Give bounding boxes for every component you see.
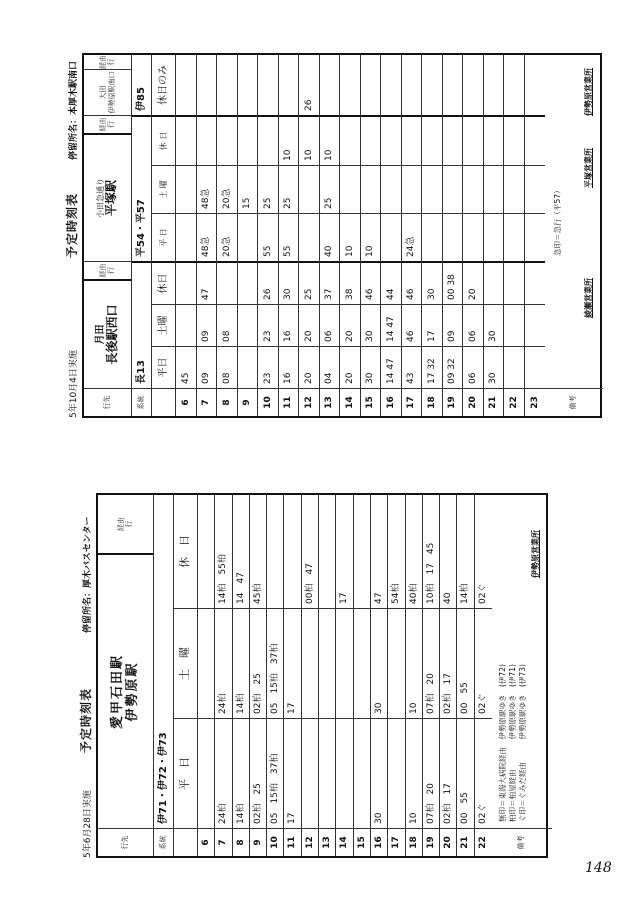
right-time-cell: 20: [340, 304, 360, 346]
right-time-cell: [525, 346, 546, 388]
right-hour-row: [217, 55, 238, 416]
right-time-cell: [402, 115, 422, 165]
right-time-cell: 25: [299, 261, 319, 304]
right-time-cell: 23: [258, 304, 278, 346]
left-hour-row: [302, 495, 319, 856]
right-day-g2-holiday: 休 日: [152, 115, 175, 165]
right-hour-row: [320, 55, 341, 416]
right-time-cell: [484, 213, 504, 261]
left-saturday-times: 02ぐ: [475, 608, 492, 718]
left-hour-row: [388, 495, 405, 856]
right-time-cell: [525, 304, 546, 346]
right-time-cell: [525, 55, 546, 115]
right-time-cell: 25: [320, 165, 340, 213]
right-time-cell: [238, 261, 258, 304]
left-weekday-times: [354, 718, 370, 828]
right-time-cell: 10: [299, 115, 319, 165]
left-hour-cell: 14: [336, 828, 352, 856]
left-grid: [96, 493, 548, 858]
right-time-cell: 08: [217, 346, 237, 388]
right-time-cell: 06: [463, 304, 483, 346]
left-holiday-times: [319, 495, 335, 608]
right-time-cell: [504, 261, 524, 304]
left-weekday-times: 05 15柏 37柏: [267, 718, 283, 828]
left-hour-row: [198, 495, 215, 856]
left-hour-cell: 16: [371, 828, 387, 856]
right-day-g1-holiday: 休日: [152, 261, 175, 304]
right-time-cell: [525, 261, 546, 304]
right-hour-cell: 10: [258, 388, 278, 416]
right-time-cell: [504, 304, 524, 346]
left-via: 経由 行: [116, 517, 133, 531]
right-hour-cell: 22: [504, 388, 524, 416]
left-hour-row: [406, 495, 423, 856]
right-time-cell: [340, 115, 360, 165]
right-hour-cell: 19: [443, 388, 463, 416]
right-time-cell: [402, 55, 422, 115]
right-time-cell: 20急: [217, 165, 237, 213]
left-office: 伊勢原営業所: [531, 530, 541, 578]
left-route: 伊71・伊72・伊73: [157, 732, 169, 824]
right-time-cell: [217, 115, 237, 165]
left-saturday-times: 05 15柏 37柏: [267, 608, 283, 718]
right-hour-cell: 14: [340, 388, 360, 416]
right-notes-label: 備考: [545, 388, 603, 416]
left-day-saturday: 土 曜: [174, 608, 197, 718]
right-time-cell: [299, 165, 319, 213]
right-hour-row: [258, 55, 279, 416]
right-time-cell: 10: [279, 115, 299, 165]
right-time-cell: [422, 115, 442, 165]
left-holiday-times: [267, 495, 283, 608]
right-time-cell: [361, 55, 381, 115]
left-hour-rows: [198, 495, 492, 856]
left-hour-row: [233, 495, 250, 856]
right-time-cell: [402, 165, 422, 213]
left-hour-row: [457, 495, 474, 856]
right-hour-cell: 8: [217, 388, 237, 416]
right-hour-row: [443, 55, 464, 416]
right-time-cell: [361, 165, 381, 213]
right-time-cell: [463, 213, 483, 261]
right-time-cell: 08: [217, 304, 237, 346]
left-saturday-times: 24柏: [215, 608, 231, 718]
left-holiday-times: 47: [373, 592, 384, 604]
right-time-cell: [217, 55, 237, 115]
right-time-cell: 17: [422, 304, 442, 346]
left-holiday-times: 54柏: [391, 583, 402, 604]
left-hour-cell: 22: [475, 828, 492, 856]
left-weekday-times: 02柏 17: [440, 718, 456, 828]
right-time-cell: [422, 165, 442, 213]
right-time-cell: 00 38: [443, 261, 463, 304]
right-hour-row: [504, 55, 525, 416]
right-time-cell: 30: [422, 261, 442, 304]
right-route-3: 伊85: [135, 87, 147, 111]
right-impl-date: 5年10月4日実施: [69, 350, 79, 418]
right-hour-row: [361, 55, 382, 416]
right-time-cell: 26: [258, 261, 278, 304]
right-time-cell: [340, 55, 360, 115]
left-hour-cell: 10: [267, 828, 283, 856]
left-hour-row: [354, 495, 371, 856]
right-hour-row: [238, 55, 259, 416]
right-time-cell: [381, 213, 401, 261]
right-hour-cell: 6: [176, 388, 196, 416]
right-time-cell: [197, 115, 217, 165]
right-time-cell: [525, 213, 546, 261]
right-time-cell: [422, 55, 442, 115]
right-time-cell: 06: [463, 346, 483, 388]
left-weekday-times: 07柏 20: [423, 718, 439, 828]
left-weekday-times: [319, 718, 335, 828]
right-time-cell: [238, 213, 258, 261]
right-note-express: 急印＝急行（平57）: [553, 186, 562, 256]
left-destination: [98, 553, 153, 828]
left-impl-date: 5年6月28日実施: [83, 790, 93, 858]
right-time-cell: 40: [320, 213, 340, 261]
right-time-cell: [299, 213, 319, 261]
right-time-cell: 16: [279, 346, 299, 388]
left-holiday-times: 00柏 47: [304, 563, 315, 604]
right-hour-cell: 23: [525, 388, 546, 416]
left-hour-cell: 12: [302, 828, 318, 856]
left-holiday-times: [354, 495, 370, 608]
left-hour-row: [371, 495, 388, 856]
right-time-cell: 23: [258, 346, 278, 388]
right-time-cell: 25: [258, 165, 278, 213]
left-hour-cell: 20: [440, 828, 456, 856]
right-time-cell: 20: [299, 346, 319, 388]
right-time-cell: [238, 115, 258, 165]
right-day-g1-weekday: 平日: [152, 346, 175, 388]
right-time-cell: 20: [463, 261, 483, 304]
left-saturday-times: 10: [406, 608, 422, 718]
left-saturday-times: [354, 608, 370, 718]
right-hour-row: [402, 55, 423, 416]
right-time-cell: [484, 115, 504, 165]
right-time-cell: [484, 165, 504, 213]
right-hour-cell: 11: [279, 388, 299, 416]
right-hour-cell: 17: [402, 388, 422, 416]
right-time-cell: [320, 55, 340, 115]
left-hour-cell: 9: [250, 828, 266, 856]
right-time-cell: [238, 304, 258, 346]
right-dest-group-3: 大田 伊勢原駅南口: [84, 69, 131, 115]
left-hour-cell: 19: [423, 828, 439, 856]
right-time-cell: 17 32: [422, 346, 442, 388]
right-time-cell: [176, 304, 196, 346]
left-hour-cell: 18: [406, 828, 422, 856]
left-weekday-times: 17: [284, 718, 300, 828]
left-hour-row: [284, 495, 301, 856]
left-weekday-times: 24柏: [215, 718, 231, 828]
right-time-cell: 20: [340, 346, 360, 388]
right-time-cell: 06: [320, 304, 340, 346]
right-hour-row: [381, 55, 402, 416]
right-time-cell: 30: [279, 261, 299, 304]
left-holiday-times: 17: [339, 592, 350, 604]
right-time-cell: [238, 346, 258, 388]
right-time-cell: [176, 165, 196, 213]
right-time-cell: 38: [340, 261, 360, 304]
right-time-cell: 30: [361, 346, 381, 388]
right-time-cell: 30: [484, 304, 504, 346]
right-time-cell: [176, 213, 196, 261]
right-time-cell: [443, 165, 463, 213]
left-holiday-times: 10柏 17 45: [425, 542, 436, 604]
right-hour-rows: [176, 55, 545, 416]
left-timetable: [78, 493, 541, 858]
left-hour-cell: 7: [215, 828, 231, 856]
left-holiday-times: 02ぐ: [478, 583, 489, 604]
right-hour-row: [197, 55, 218, 416]
right-time-cell: [504, 115, 524, 165]
left-holiday-times: [284, 495, 300, 608]
right-time-cell: [443, 213, 463, 261]
right-office-2: 平塚営業所: [584, 148, 593, 188]
right-hour-cell: 21: [484, 388, 504, 416]
left-saturday-times: 17: [284, 608, 300, 718]
right-time-cell: 37: [320, 261, 340, 304]
right-time-cell: 20急: [217, 213, 237, 261]
right-time-cell: 10: [340, 213, 360, 261]
right-time-cell: [525, 115, 546, 165]
right-hour-row: [176, 55, 197, 416]
left-weekday-times: [198, 718, 214, 828]
left-saturday-times: 07柏 20: [423, 608, 439, 718]
left-saturday-times: [198, 608, 214, 718]
right-time-cell: 44: [381, 261, 401, 304]
right-time-cell: [258, 55, 278, 115]
left-destination-top: 愛甲石田駅: [109, 654, 125, 730]
left-holiday-times: 40柏: [408, 583, 419, 604]
right-time-cell: 04: [320, 346, 340, 388]
left-hour-cell: 17: [388, 828, 404, 856]
left-weekday-times: 14柏: [233, 718, 249, 828]
right-time-cell: [463, 55, 483, 115]
page-number: 148: [585, 860, 612, 876]
right-time-cell: [197, 55, 217, 115]
left-hour-cell: 21: [457, 828, 473, 856]
right-day-g3-holiday-only: 休日のみ: [157, 65, 169, 105]
left-stop-name: 停留所名：厚木バスセンター: [83, 516, 93, 633]
right-time-cell: [504, 165, 524, 213]
right-time-cell: 46: [361, 261, 381, 304]
right-time-cell: 16: [279, 304, 299, 346]
right-time-cell: 43: [402, 346, 422, 388]
left-saturday-times: 00 55: [457, 608, 473, 718]
left-saturday-times: 02柏 25: [250, 608, 266, 718]
left-weekday-times: 02ぐ: [475, 718, 492, 828]
right-day-g2-saturday: 土 曜: [152, 165, 175, 213]
right-time-cell: [176, 115, 196, 165]
right-label-route: 系統: [132, 388, 151, 416]
left-hour-row: [440, 495, 457, 856]
right-time-cell: [279, 55, 299, 115]
right-dest-group-1: 月田 長後駅西口: [84, 279, 131, 388]
right-time-cell: 09: [197, 346, 217, 388]
left-weekday-times: [302, 718, 318, 828]
left-note-2: 柏印＝柏屋経由 伊勢原駅ゆき (伊71): [508, 664, 518, 822]
right-day-g2-weekday: 平 日: [152, 213, 175, 261]
left-saturday-times: 30: [371, 608, 387, 718]
left-hour-cell: 11: [284, 828, 300, 856]
right-time-cell: 10: [361, 213, 381, 261]
left-hour-row: [475, 495, 492, 856]
right-hour-cell: 13: [320, 388, 340, 416]
right-time-cell: [443, 55, 463, 115]
left-destination-bottom: 伊勢原駅: [124, 661, 140, 722]
right-time-cell: [463, 165, 483, 213]
right-hour-cell: 15: [361, 388, 381, 416]
right-time-cell: [361, 115, 381, 165]
left-weekday-times: [388, 718, 404, 828]
left-hour-row: [336, 495, 353, 856]
right-time-cell: [422, 213, 442, 261]
left-saturday-times: [336, 608, 352, 718]
left-holiday-times: 14 47: [235, 572, 246, 604]
right-label-destination: 行先: [84, 388, 131, 416]
right-time-cell: 45: [176, 346, 196, 388]
right-time-cell: 46: [402, 304, 422, 346]
right-time-cell: [484, 55, 504, 115]
left-day-weekday: 平 日: [174, 718, 197, 828]
right-time-cell: [238, 55, 258, 115]
left-hour-cell: 15: [354, 828, 370, 856]
left-saturday-times: [319, 608, 335, 718]
right-time-cell: 09: [443, 304, 463, 346]
right-time-cell: 24急: [402, 213, 422, 261]
right-time-cell: [525, 165, 546, 213]
right-hour-cell: 20: [463, 388, 483, 416]
right-hour-row: [525, 55, 546, 416]
right-time-cell: 47: [197, 261, 217, 304]
right-title: 予定時刻表: [65, 192, 79, 258]
right-time-cell: [176, 55, 196, 115]
right-time-cell: [504, 346, 524, 388]
right-time-cell: 14 47: [381, 304, 401, 346]
right-hour-row: [279, 55, 300, 416]
right-time-cell: 48急: [197, 213, 217, 261]
left-hour-row: [250, 495, 267, 856]
right-time-cell: [381, 165, 401, 213]
left-hour-row: [423, 495, 440, 856]
right-time-cell: [381, 115, 401, 165]
right-time-cell: 55: [279, 213, 299, 261]
right-time-cell: 25: [279, 165, 299, 213]
right-time-cell: 26: [303, 99, 314, 111]
left-saturday-times: 14柏: [233, 608, 249, 718]
left-hour-cell: 6: [198, 828, 214, 856]
right-route-2: 平54・平57: [132, 115, 151, 261]
right-hour-cell: 16: [381, 388, 401, 416]
left-title: 予定時刻表: [79, 687, 93, 753]
right-time-cell: 09: [197, 304, 217, 346]
right-timetable: [64, 53, 604, 418]
left-hour-row: [215, 495, 232, 856]
right-hour-cell: 18: [422, 388, 442, 416]
right-time-cell: [381, 55, 401, 115]
right-stop-name: 停留所名：本厚木駅南口: [69, 60, 79, 160]
right-time-cell: [217, 261, 237, 304]
left-weekday-times: 00 55: [457, 718, 473, 828]
left-label-route: 系統: [154, 828, 173, 856]
left-holiday-times: 45柏: [252, 583, 263, 604]
right-route-1: 長13: [132, 261, 151, 388]
right-office-1: 綾瀬営業所: [584, 278, 593, 318]
left-weekday-times: 02柏 25: [250, 718, 266, 828]
left-saturday-times: 02柏 17: [440, 608, 456, 718]
right-hour-row: [422, 55, 443, 416]
right-time-cell: [504, 213, 524, 261]
left-hour-row: [267, 495, 284, 856]
right-time-cell: 48急: [197, 165, 217, 213]
right-time-cell: [258, 115, 278, 165]
left-holiday-times: 14柏 55柏: [218, 554, 229, 604]
left-hour-row: [319, 495, 336, 856]
right-hour-row: [484, 55, 505, 416]
left-holiday-times: 40: [443, 592, 454, 604]
left-weekday-times: 10: [406, 718, 422, 828]
right-time-cell: 20: [299, 304, 319, 346]
right-time-cell: [443, 115, 463, 165]
left-notes-label: 備考: [492, 828, 552, 856]
left-note-3: ぐ印＝ぐみだ経由 伊勢原駅ゆき (伊73): [518, 664, 528, 822]
left-holiday-times: 14柏: [460, 583, 471, 604]
right-time-cell: [504, 55, 524, 115]
left-label-destination: 行先: [98, 828, 153, 856]
right-hour-cell: 7: [197, 388, 217, 416]
left-hour-cell: 13: [319, 828, 335, 856]
right-time-cell: 30: [484, 346, 504, 388]
right-time-cell: 14 47: [381, 346, 401, 388]
right-time-cell: 10: [320, 115, 340, 165]
right-time-cell: [463, 115, 483, 165]
right-time-cell: [340, 165, 360, 213]
left-weekday-times: [336, 718, 352, 828]
right-hour-row: [340, 55, 361, 416]
left-holiday-times: [198, 495, 214, 608]
right-time-cell: [176, 261, 196, 304]
right-grid: 行先 月田 長後駅西口 経由 行 小田急通り 平塚駅 経由 行 大田 伊勢原駅南口 経由 行 系統 長13 平54・平57 伊85 平日 土曜 休日 平 日 土 曜 休 日 休日のみ 6 45 7 09 09 47 48急 48急 8 08 08 20急 20急 9 15 10 23 23 26 55 25 11 16 16 30 55 25 10 12 20 20 25 10 26 13 04 06 37 40 25 10 14 20 20 38 10 15 30 30 46 10 16 14 47 14 47 44 17 43 46 46 24急 18 17 32 17 30 19 09 32 09 00 38 20 06 06 20 21 30 30 22 23 備考 急印＝急行（平57） 綾瀬営業所 平塚営業所 伊勢原営業所: [82, 53, 602, 418]
left-saturday-times: [302, 608, 318, 718]
right-day-g1-saturday: 土曜: [152, 304, 175, 346]
right-hour-row: [463, 55, 484, 416]
left-saturday-times: [388, 608, 404, 718]
left-notes: [498, 664, 528, 822]
right-hour-cell: 9: [238, 388, 258, 416]
right-time-cell: [484, 261, 504, 304]
right-time-cell: 46: [402, 261, 422, 304]
right-time-cell: 15: [238, 165, 258, 213]
left-day-holiday: 休 日: [178, 535, 192, 568]
right-office-3: 伊勢原営業所: [584, 68, 593, 116]
left-weekday-times: 30: [371, 718, 387, 828]
right-dest-group-2: 小田急通り 平塚駅: [84, 133, 131, 261]
right-time-cell: 55: [258, 213, 278, 261]
left-hour-cell: 8: [233, 828, 249, 856]
right-time-cell: 09 32: [443, 346, 463, 388]
right-time-cell: 30: [361, 304, 381, 346]
right-hour-row: [299, 55, 320, 416]
right-hour-cell: 12: [299, 388, 319, 416]
left-note-1: 無印＝東海大病院経由 伊勢原駅ゆき (伊72): [498, 664, 508, 822]
